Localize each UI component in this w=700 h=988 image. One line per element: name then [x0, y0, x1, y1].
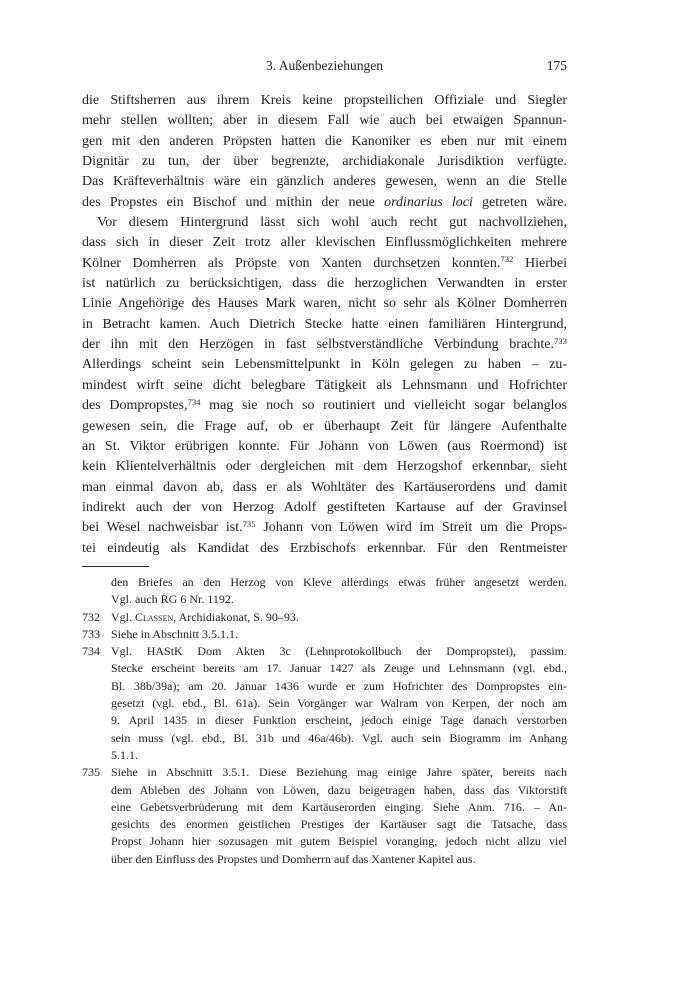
text-segment: 5.1.1. — [111, 747, 138, 762]
text-segment: Linie Angehörige des Hauses Mark waren, nicht so sehr als Kölner Domherren — [82, 296, 567, 312]
text-segment: indirekt auch der von Herzog Adolf gestifteten Kartause auf der Gravinsel — [82, 499, 567, 515]
text-segment: dem Ableben des Johann von Löwen, dazu beigetragen haben, dass das Viktorstift — [111, 782, 567, 797]
text-line — [111, 626, 567, 643]
footnote-number: 734 — [82, 644, 100, 659]
text-line — [82, 111, 567, 131]
text-segment: dass sich in dieser Zeit trotz aller klevischen Einflussmöglichkeiten mehrere — [82, 235, 567, 251]
text-segment: man einmal davon ab, dass er als Wohltäter des Kartäuserordens und damit — [82, 479, 567, 495]
text-segment: über den Einfluss des Propstes und Domherrn auf das Xantener Kapitel aus. — [111, 851, 476, 866]
text-line — [111, 833, 567, 850]
text-segment: Vor diesem Hintergrund lässt sich wohl auch recht gut nachvollziehen, — [97, 215, 567, 231]
text-line — [111, 643, 567, 660]
text-segment: in Betracht kamen. Auch Dietrich Stecke hatte einen familiären Hintergrund, — [82, 316, 567, 332]
text-line — [82, 498, 567, 518]
text-line — [82, 294, 567, 314]
text-line — [111, 851, 567, 868]
text-segment: kein Klientelverhältnis oder dergleichen mit dem Herzogshof erkennbar, sieht — [82, 459, 567, 475]
footnote-separator — [82, 566, 149, 567]
text-segment: mehr stellen wollten; aber in diesem Fall wie auch bei etwaigen Spannun- — [82, 113, 567, 129]
footnote-text — [111, 574, 567, 609]
text-segment: Stecke erscheint bereits am 17. Januar 1427 als Zeuge und Lehnsmann (vgl. ebd., — [111, 661, 567, 676]
text-segment: getreten wäre. — [472, 194, 567, 210]
text-segment: die Stiftsherren aus ihrem Kreis keine propsteilichen Offiziale und Siegler — [82, 93, 567, 108]
text-segment: Hierbei — [513, 255, 567, 271]
text-line — [111, 591, 567, 608]
footnote-entry — [82, 764, 567, 868]
footnote-entry — [82, 574, 567, 609]
footnote-entry — [82, 643, 567, 764]
text-segment: Johann von Löwen wird im Streit um die Props- — [255, 520, 567, 536]
text-segment: Vgl. — [111, 609, 135, 624]
text-segment: der ihn mit den Herzögen in fast selbstverständliche Verbindung brachte. — [82, 337, 554, 353]
footnote-text — [111, 626, 567, 643]
text-segment: des Dompropstes, — [82, 398, 188, 414]
text-segment: Siehe in Abschnitt 3.5.1.1. — [111, 626, 238, 641]
text-line — [82, 152, 567, 172]
text-segment: eine Gebetsverbrüderung mit dem Kartäuserorden einging. Siehe Anm. 716. – An- — [111, 799, 567, 814]
text-segment: sein muss (vgl. ebd., Bl. 31b und 46a/46b). Vgl. auch sein Biogramm im Anhang — [111, 730, 567, 745]
footnote-marker: 733 — [553, 335, 567, 346]
text-line — [82, 478, 567, 498]
footnote-number: 733 — [82, 626, 100, 641]
text-segment: Kölner Domherren als Pröpste von Xanten durchsetzen konnten. — [82, 255, 501, 271]
footnote-text — [111, 609, 567, 626]
text-segment: Siehe in Abschnitt 3.5.1. Diese Beziehung mag einige Jahre später, bereits nach — [111, 765, 567, 780]
text-line — [82, 518, 567, 538]
text-segment: ist natürlich zu berücksichtigen, dass die herzoglichen Verwandten in erster — [82, 276, 567, 292]
text-line — [82, 315, 567, 335]
text-segment: gen mit den anderen Pröpsten hatten die Kanoniker es eben nur mit einem — [82, 133, 567, 149]
text-line — [82, 233, 567, 253]
text-segment: Vgl. auch RG 6 Nr. 1192. — [111, 592, 234, 607]
text-segment: an St. Viktor erübrigen konnte. Für Johann von Löwen (aus Roermond) ist — [82, 438, 567, 454]
text-line — [82, 355, 567, 375]
text-segment: Allerdings scheint sein Lebensmittelpunkt in Köln gelegen zu haben – zu- — [82, 357, 567, 373]
footnotes — [82, 574, 567, 868]
text-line — [82, 437, 567, 457]
footnote-number — [82, 574, 111, 609]
text-segment: 9. April 1435 in dieser Funktion erscheint, jedoch einige Tage danach verstorben — [111, 713, 567, 728]
page-number: 175 — [546, 58, 567, 73]
text-line — [82, 274, 567, 294]
footnote-marker: 734 — [187, 396, 201, 407]
text-line — [111, 695, 567, 712]
footnote-number: 735 — [82, 765, 100, 780]
text-segment: gewesen sein, die Frage auf, ob er überhaupt Zeit für längere Aufenthalte — [82, 418, 567, 434]
text-segment: ordinarius loci — [384, 194, 473, 210]
footnote-text — [111, 643, 567, 764]
footnote-marker: 732 — [500, 254, 514, 265]
text-line — [111, 730, 567, 747]
text-line — [82, 457, 567, 477]
text-line — [111, 764, 567, 781]
text-line — [82, 213, 567, 233]
text-line — [111, 816, 567, 833]
footnote-number: 732 — [82, 609, 100, 624]
text-line — [82, 172, 567, 192]
text-line — [111, 782, 567, 799]
text-line — [82, 539, 567, 559]
text-segment: gesichts des enormen geistlichen Prestiges der Kartäuser sagt die Tatsache, dass — [111, 817, 567, 832]
text-segment: mag sie noch so routiniert und vielleicht sogar belanglos — [200, 398, 568, 414]
text-line — [111, 712, 567, 729]
footnote-entry — [82, 626, 567, 643]
text-line — [82, 132, 567, 152]
text-segment: Dignitär zu tun, der über begrenzte, archidiakonale Jurisdiktion verfügte. — [82, 154, 567, 170]
text-line — [82, 376, 567, 396]
text-line — [111, 799, 567, 816]
text-line — [111, 678, 567, 695]
text-segment: mindest wirft seine dicht belegbare Tätigkeit als Lehnsmann und Hofrichter — [82, 377, 567, 393]
text-segment: bei Wesel nachweisbar ist. — [82, 520, 243, 536]
text-line — [111, 574, 567, 591]
footnote-entry — [82, 609, 567, 626]
body-text — [82, 91, 567, 559]
text-segment: Bl. 38b/39a); am 20. Januar 1436 wurde er zum Hofrichter des Dompropstes ein- — [111, 678, 567, 693]
text-line — [82, 193, 567, 213]
text-segment: Das Kräfteverhältnis wäre ein gänzlich anderes gewesen, wenn an die Stelle — [82, 174, 567, 190]
text-line — [111, 747, 567, 764]
text-segment: des Propstes ein Bischof und mithin der neue — [82, 194, 385, 210]
page-header — [82, 57, 567, 75]
text-line — [111, 660, 567, 677]
text-line — [82, 254, 567, 274]
footnote-marker: 735 — [242, 518, 256, 529]
text-line — [111, 609, 567, 626]
text-segment: tei eindeutig als Kandidat des Erzbischofs erkennbar. Für den Rentmeister — [82, 540, 567, 556]
text-segment: gesetzt (vgl. ebd., Bl. 61a). Sein Vorgänger war Walram von Kerpen, der noch am — [111, 696, 567, 711]
text-segment: Vgl. HAStK Dom Akten 3c (Lehnprotokollbuch der Dompropstei), passim. — [111, 644, 567, 659]
text-segment: Propst Johann hier sozusagen mit gutem Beispiel voranging, jedoch nicht allzu viel — [111, 834, 567, 849]
running-header: 3. Außenbeziehungen — [266, 58, 383, 73]
text-line — [82, 417, 567, 437]
text-line — [82, 91, 567, 111]
text-line — [82, 335, 567, 355]
text-segment: Classen — [135, 609, 174, 624]
text-segment: , Archidiakonat, S. 90–93. — [173, 609, 299, 624]
footnote-text — [111, 764, 567, 868]
text-segment: den Briefes an den Herzog von Kleve allerdings etwas früher angesetzt werden. — [111, 575, 567, 589]
text-line — [82, 396, 567, 416]
